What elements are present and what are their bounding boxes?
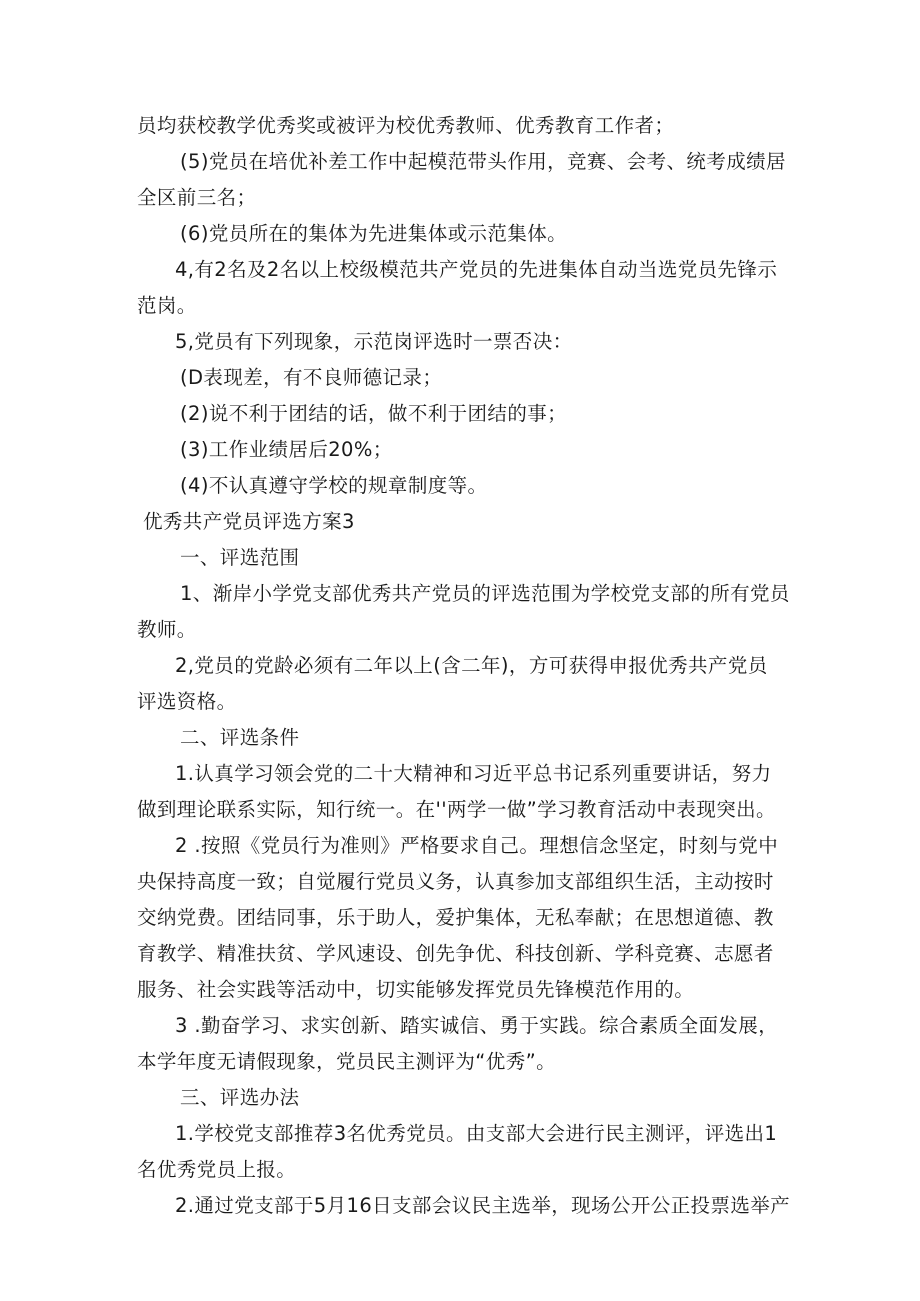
text-line: 本学年度无请假现象，党员民主测评为“优秀”。: [137, 1050, 557, 1073]
section-heading: 二、评选条件: [180, 726, 300, 749]
text-line: 1、渐岸小学党支部优秀共产党员的评选范围为学校党支部的所有党员: [180, 582, 790, 605]
text-line: 名优秀党员上报。: [137, 1158, 297, 1181]
text-line: 教师。: [137, 618, 197, 641]
text-line: (6)党员所在的集体为先进集体或示范集体。: [180, 222, 568, 245]
text-line: (4)不认真遵守学校的规章制度等。: [180, 474, 488, 497]
text-line: 服务、社会实践等活动中，切实能够发挥党员先锋模范作用的。: [137, 978, 695, 1001]
text-line: (2)说不利于团结的话，做不利于团结的事；: [180, 402, 568, 425]
text-line: 2,党员的党龄必须有二年以上(含二年)，方可获得申报优秀共产党员: [175, 654, 768, 677]
text-line: 2 .按照《党员行为准则》严格要求自己。理想信念坚定，时刻与党中: [175, 834, 779, 857]
text-line: 范岗。: [137, 294, 197, 317]
text-line: 央保持高度一致；自觉履行党员义务，认真参加支部组织生活，主动按时: [137, 870, 774, 893]
text-line: 员均获校教学优秀奖或被评为校优秀教师、优秀教育工作者；: [137, 114, 675, 137]
text-line: (3)工作业绩居后20%；: [180, 438, 393, 461]
text-line: 交纳党费。团结同事，乐于助人，爱护集体，无私奉献；在思想道德、教: [137, 906, 774, 929]
text-line: 评选资格。: [137, 690, 237, 713]
text-line: 5,党员有下列现象，示范岗评选时一票否决：: [175, 330, 573, 353]
text-line: (5)党员在培优补差工作中起模范带头作用，竞赛、会考、统考成绩居: [180, 150, 786, 173]
text-line: 全区前三名；: [137, 186, 257, 209]
section-heading: 优秀共产党员评选方案3: [143, 510, 355, 533]
text-line: 做到理论联系实际，知行统一。在''两学一做”学习教育活动中表现突出。: [137, 798, 776, 821]
text-line: 1.认真学习领会党的二十大精神和习近平总书记系列重要讲话，努力: [175, 762, 772, 785]
text-line: 2.通过党支部于5月16日支部会议民主选举，现场公开公正投票选举产: [175, 1194, 791, 1217]
text-line: 育教学、精准扶贫、学风速设、创先争优、科技创新、学科竞赛、志愿者: [137, 942, 774, 965]
text-line: 1.学校党支部推荐3名优秀党员。由支部大会进行民主测评，评选出1: [175, 1122, 778, 1145]
text-line: 4,有2名及2名以上校级模范共产党员的先进集体自动当选党员先锋示: [175, 258, 778, 281]
section-heading: 三、评选办法: [180, 1086, 300, 1109]
section-heading: 一、评选范围: [180, 546, 300, 569]
text-line: (D表现差，有不良师德记录；: [180, 366, 443, 389]
text-line: 3 .勤奋学习、求实创新、踏实诚信、勇于实践。综合素质全面发展，: [175, 1014, 779, 1037]
